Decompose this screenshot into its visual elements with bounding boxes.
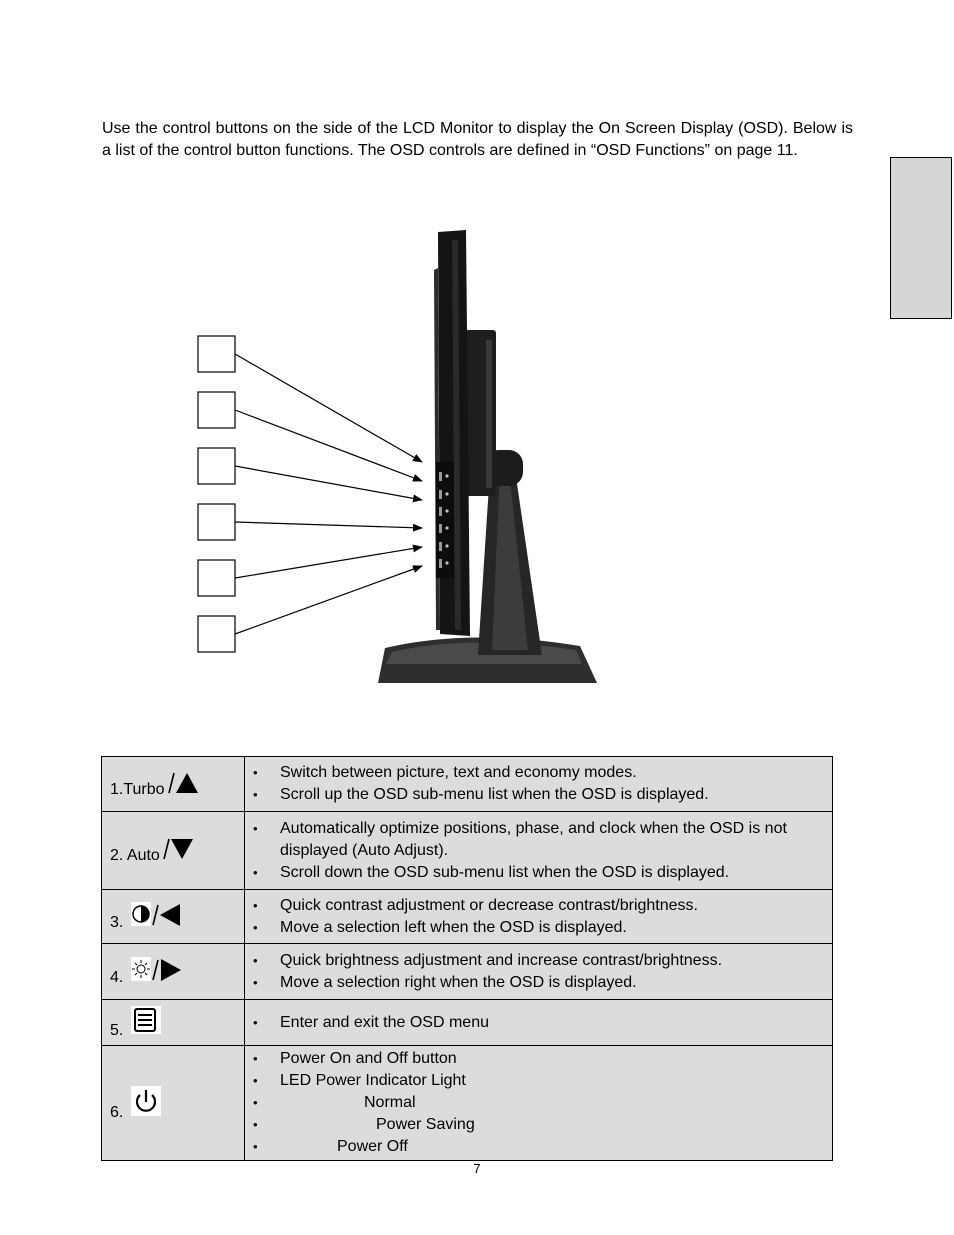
list-item: • Enter and exit the OSD menu xyxy=(245,1012,824,1034)
list-item: • Quick brightness adjustment and increase contrast/brightness. xyxy=(245,950,824,972)
row-desc-auto xyxy=(245,812,833,890)
callout-box-3 xyxy=(198,448,235,484)
callout-box-2 xyxy=(198,392,235,428)
row-key-contrast xyxy=(102,890,245,944)
row-label: 1.Turbo xyxy=(110,780,165,798)
menu-icon xyxy=(125,1005,165,1040)
up-triangle-icon xyxy=(167,770,203,799)
row-desc-power xyxy=(245,1046,833,1161)
list-item: • Power On and Off button xyxy=(245,1048,824,1070)
page-number: 7 xyxy=(473,1161,481,1176)
callout-arrows xyxy=(235,354,422,634)
list-item: • Quick contrast adjustment or decrease contrast/brightness. xyxy=(245,895,824,917)
control-buttons-table xyxy=(101,756,833,1161)
row-key-power xyxy=(102,1046,245,1161)
callout-box-4 xyxy=(198,504,235,540)
list-item: • Power Saving xyxy=(245,1114,824,1136)
row-desc-menu xyxy=(245,1000,833,1046)
row-key-brightness xyxy=(102,944,245,1000)
row-label: 4. xyxy=(110,969,124,986)
brightness-right-icon xyxy=(125,956,189,987)
callout-boxes xyxy=(198,336,235,652)
list-item: • Power Off xyxy=(245,1136,824,1158)
list-item: • Normal xyxy=(245,1092,824,1114)
list-item: • Move a selection right when the OSD is displayed. xyxy=(245,972,824,994)
table-row xyxy=(102,1000,833,1046)
table-row xyxy=(102,944,833,1000)
row-label: 5. xyxy=(110,1022,124,1039)
row-label: 2. Auto xyxy=(110,847,160,864)
list-item: • Move a selection left when the OSD is displayed. xyxy=(245,917,824,939)
callout-box-5 xyxy=(198,560,235,596)
row-key-auto xyxy=(102,812,245,890)
intro-paragraph: Use the control buttons on the side of the LCD Monitor to display the On Screen Display (OSD). Below is a list of the control button functions. The OSD controls are defined in “OSD Functions” on page 11. xyxy=(102,120,853,159)
list-item: • Automatically optimize positions, phase, and clock when the OSD is not displayed (Auto Adjust). xyxy=(245,818,824,862)
row-desc-turbo xyxy=(245,757,833,812)
table-row xyxy=(102,1046,833,1161)
table-row xyxy=(102,812,833,890)
monitor-illustration xyxy=(378,230,597,683)
row-label: 6. xyxy=(110,1103,124,1121)
callout-box-6 xyxy=(198,616,235,652)
table-row xyxy=(102,890,833,944)
down-triangle-icon xyxy=(162,836,198,865)
list-item: • Scroll up the OSD sub-menu list when the OSD is displayed. xyxy=(245,784,824,806)
list-item: • Switch between picture, text and economy modes. xyxy=(245,762,824,784)
callout-box-1 xyxy=(198,336,235,372)
list-item: • LED Power Indicator Light xyxy=(245,1070,824,1092)
row-key-turbo xyxy=(102,757,245,812)
row-desc-contrast xyxy=(245,890,833,944)
power-icon xyxy=(125,1085,165,1122)
table-row xyxy=(102,757,833,812)
row-label: 3. xyxy=(110,914,124,931)
row-desc-brightness xyxy=(245,944,833,1000)
contrast-left-icon xyxy=(125,901,189,932)
list-item: • Scroll down the OSD sub-menu list when the OSD is displayed. xyxy=(245,862,824,884)
row-key-menu xyxy=(102,1000,245,1046)
